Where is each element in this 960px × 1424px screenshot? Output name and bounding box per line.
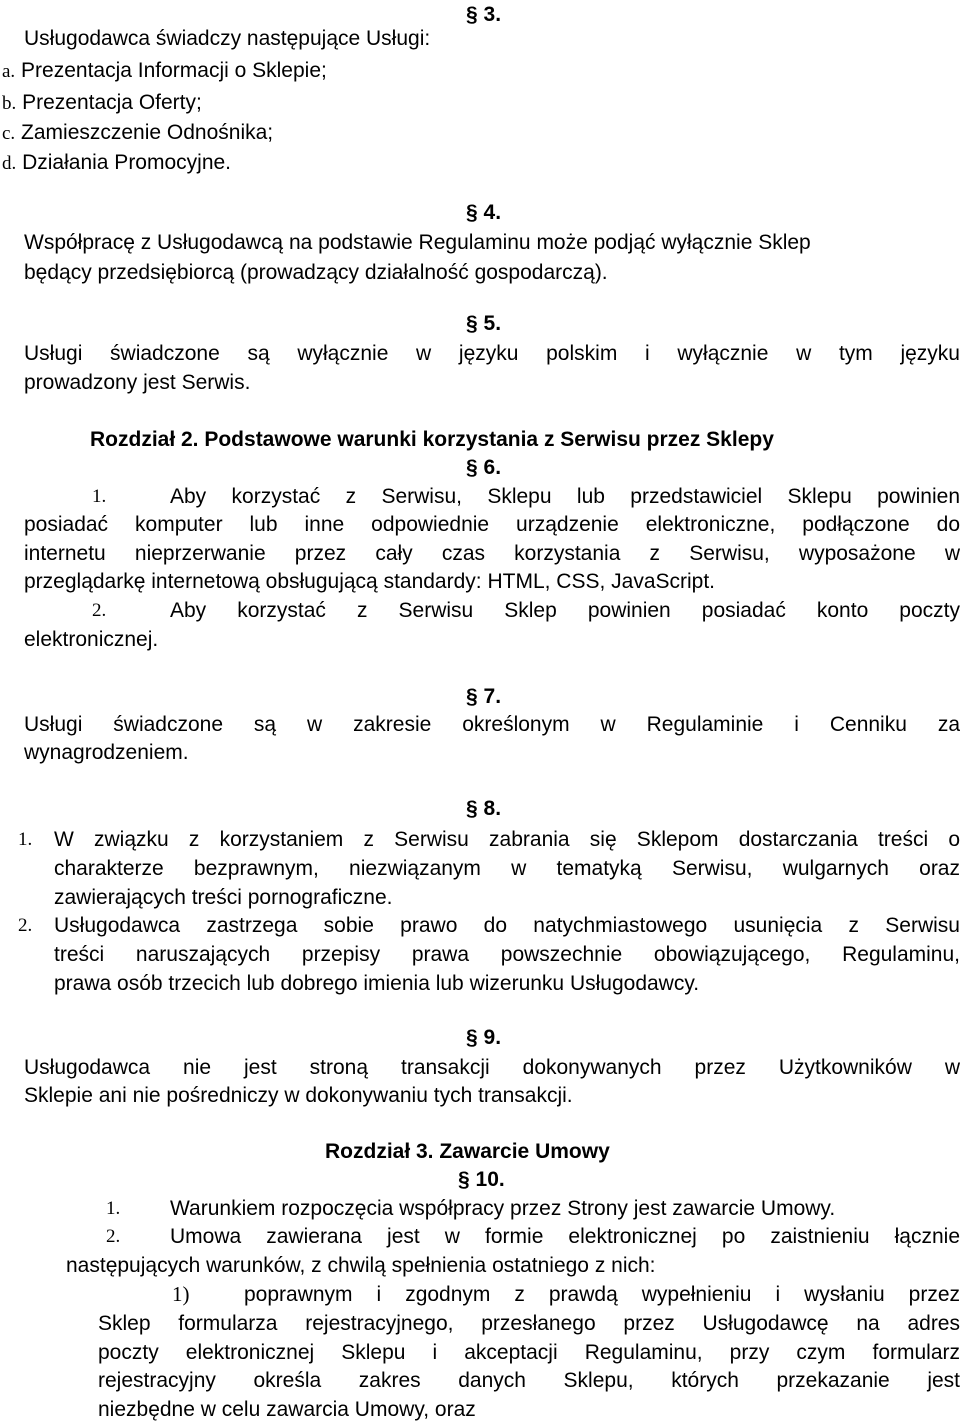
section-8-line: Usługodawca zastrzega sobie prawo do natychmiastowego usunięcia z Serwisu — [54, 914, 960, 937]
section-10-title: § 10. — [458, 1168, 505, 1191]
list-item — [2, 56, 327, 86]
section-6-line: Aby korzystać z Serwisu Sklep powinien posiadać konto poczty — [170, 599, 960, 622]
section-4-line: Współpracę z Usługodawcą na podstawie Regulaminu może podjąć wyłącznie Sklep — [24, 231, 811, 254]
section-6-line: internetu nieprzerwanie przez cały czas korzystania z Serwisu, wyposażone w — [24, 542, 960, 565]
section-10-line: niezbędne w celu zawarcia Umowy, oraz — [98, 1398, 476, 1421]
section-9-line: Sklepie ani nie pośredniczy w dokonywaniu tych transakcji. — [24, 1084, 573, 1107]
list-marker: c. — [2, 123, 16, 144]
list-text: Działania Promocyjne. — [22, 151, 232, 174]
list-marker: 1) — [172, 1282, 190, 1306]
section-10-line: Umowa zawierana jest w formie elektronicznej po zaistnieniu łącznie — [170, 1225, 960, 1248]
section-4-title: § 4. — [466, 201, 502, 224]
section-4-line: będący przedsiębiorcą (prowadzący działalność gospodarczą). — [24, 261, 608, 284]
list-item — [2, 148, 231, 178]
section-8-title: § 8. — [466, 797, 502, 820]
chapter-2-heading: Rozdział 2. Podstawowe warunki korzystania z Serwisu przez Sklepy — [90, 428, 774, 451]
list-text: Prezentacja Oferty; — [22, 91, 202, 114]
section-3-title: § 3. — [466, 3, 502, 26]
section-7-line: Usługi świadczone są w zakresie określonym w Regulaminie i Cenniku za — [24, 713, 960, 736]
section-8-line: W związku z korzystaniem z Serwisu zabrania się Sklepom dostarczania treści o — [54, 828, 960, 851]
section-5-title: § 5. — [466, 312, 502, 335]
section-9-title: § 9. — [466, 1026, 502, 1049]
list-marker: a. — [2, 61, 16, 82]
section-6-line: posiadać komputer lub inne odpowiednie urządzenie elektroniczne, podłączone do — [24, 513, 960, 536]
list-item — [2, 118, 273, 148]
list-marker: d. — [2, 153, 17, 174]
section-7-title: § 7. — [466, 685, 502, 708]
section-5-line: Usługi świadczone są wyłącznie w języku polskim i wyłącznie w tym języku — [24, 342, 960, 365]
section-8-line: zawierających treści pornograficzne. — [54, 886, 393, 909]
list-marker: 1. — [92, 486, 107, 507]
section-7-line: wynagrodzeniem. — [24, 741, 189, 764]
list-marker: 1. — [106, 1198, 121, 1219]
section-6-line: przeglądarkę internetową obsługującą standardy: HTML, CSS, JavaScript. — [24, 570, 716, 593]
section-9-line: Usługodawca nie jest stroną transakcji dokonywanych przez Użytkowników w — [24, 1056, 960, 1079]
section-10-line: Warunkiem rozpoczęcia współpracy przez Strony jest zawarcie Umowy. — [170, 1197, 836, 1220]
section-8-line: treści naruszających przepisy prawa powszechnie obowiązującego, Regulaminu, — [54, 943, 960, 966]
section-8-line: charakterze bezprawnym, niezwiązanym w tematyką Serwisu, wulgarnych oraz — [54, 857, 960, 880]
section-6-line: elektronicznej. — [24, 628, 159, 651]
section-10-line: Sklep formularza rejestracyjnego, przesłanego przez Usługodawcę na adres — [98, 1312, 960, 1335]
section-6-title: § 6. — [466, 456, 502, 479]
section-10-line: poczty elektronicznej Sklepu i akceptacji Regulaminu, przy czym formularz — [98, 1341, 960, 1364]
list-marker: b. — [2, 93, 17, 114]
list-marker: 1. — [18, 829, 33, 850]
list-marker: 2. — [18, 915, 33, 936]
section-8-line: prawa osób trzecich lub dobrego imienia lub wizerunku Usługodawcy. — [54, 972, 700, 995]
list-marker: 2. — [106, 1226, 121, 1247]
section-10-line: następujących warunków, z chwilą spełnienia ostatniego z nich: — [66, 1254, 656, 1277]
list-text: Prezentacja Informacji o Sklepie; — [21, 59, 327, 82]
chapter-3-heading: Rozdział 3. Zawarcie Umowy — [325, 1140, 610, 1163]
section-6-line: Aby korzystać z Serwisu, Sklepu lub przedstawiciel Sklepu powinien — [170, 485, 960, 508]
section-10-line: rejestracyjny określa zakres danych Sklepu, których przekazanie jest — [98, 1369, 960, 1392]
list-marker: 2. — [92, 600, 107, 621]
section-3-intro: Usługodawca świadczy następujące Usługi: — [24, 27, 431, 50]
list-text: Zamieszczenie Odnośnika; — [21, 121, 274, 144]
section-10-line: poprawnym i zgodnym z prawdą wypełnieniu i wysłaniu przez — [244, 1283, 960, 1306]
list-item — [2, 88, 202, 118]
section-5-line: prowadzony jest Serwis. — [24, 371, 251, 394]
